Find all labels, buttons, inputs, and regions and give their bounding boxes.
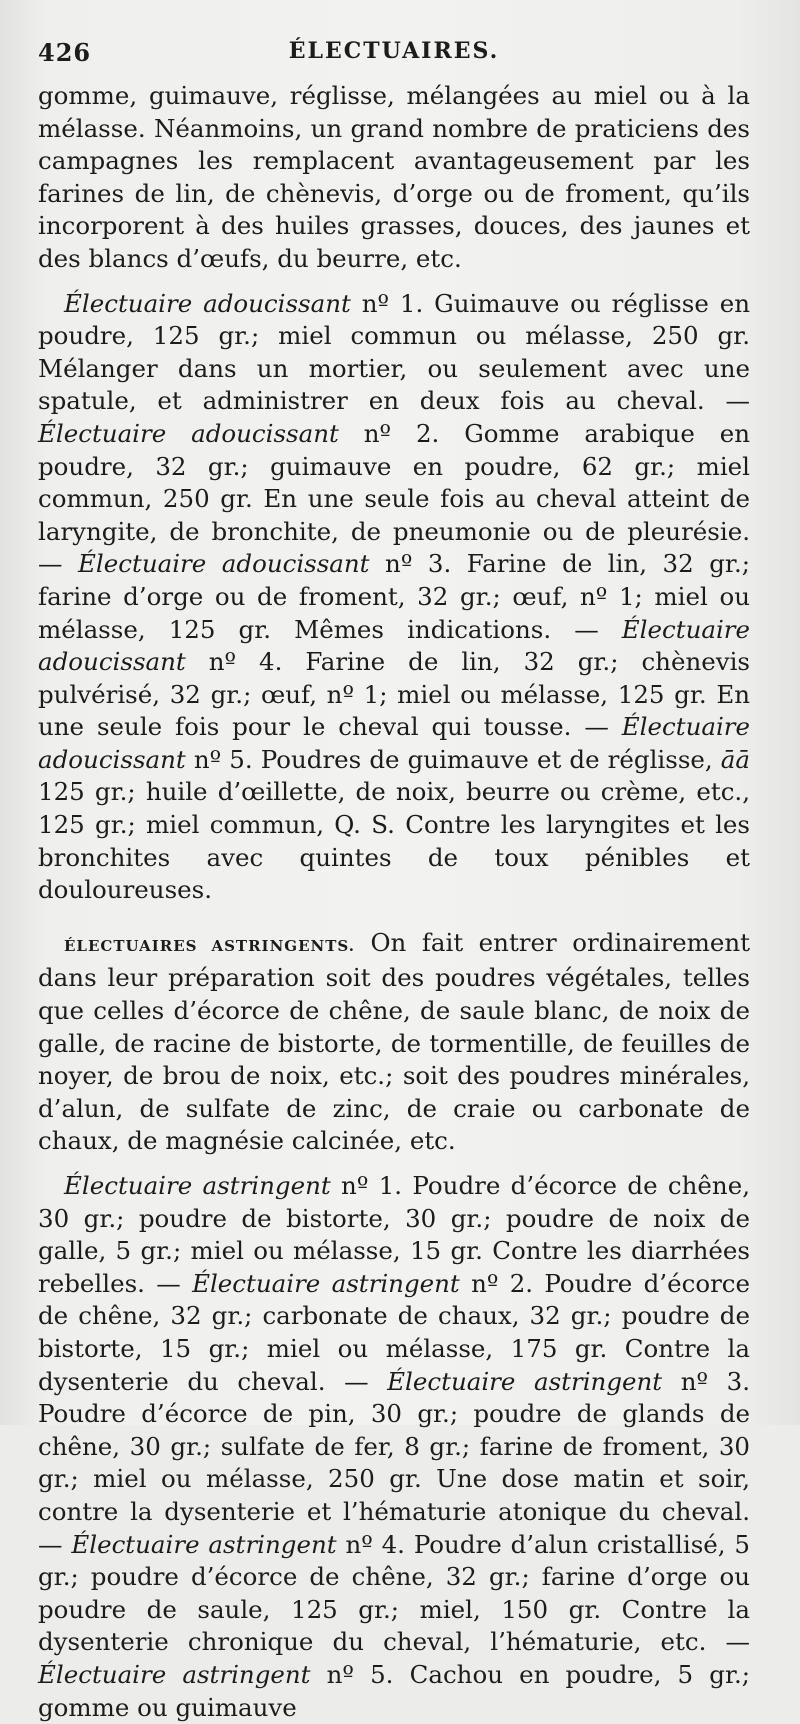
paragraph-electuaires-astringents-intro	[38, 927, 750, 1158]
p2-run-0: Électuaire adoucissant	[64, 288, 351, 318]
p4-run-3: nº 2. Poudre d’écorce de chêne, 32 gr.; carbonate de chaux, 32 gr.; poudre de bistorte, 15 gr.; miel ou mélasse, 175 gr. Contre la dysenterie du cheval. —	[38, 1268, 750, 1396]
p2-run-10: āā	[720, 744, 750, 774]
running-head: ÉLECTUAIRES.	[288, 38, 500, 64]
page-header	[38, 30, 750, 80]
p2-run-5: nº 3. Farine de lin, 32 gr.; farine d’orge ou de froment, 32 gr.; œuf, nº 1; miel ou mélasse, 125 gr. Mêmes indications. —	[38, 549, 750, 644]
p2-run-6: Électuaire adoucissant	[38, 614, 750, 677]
p4-run-0: Électuaire astringent	[64, 1171, 331, 1200]
p4-run-9: nº 5. Cachou en poudre, 5 gr.; gomme ou guimauve	[38, 1659, 750, 1722]
p4-run-7: nº 4. Poudre d’alun cristallisé, 5 gr.; poudre d’écorce de chêne, 32 gr.; farine d’orge ou poudre de saule, 125 gr.; miel, 150 gr. Contre la dysenterie chronique du cheval, l’hématurie, etc. —	[38, 1529, 750, 1657]
p4-run-5: nº 3. Poudre d’écorce de pin, 30 gr.; poudre de glands de chêne, 30 gr.; sulfate de fer, 8 gr.; farine de froment, 30 gr.; miel ou mélasse, 250 gr. Une dose matin et soir, contre la dysenterie et l’hématurie atonique du cheval. —	[38, 1366, 750, 1559]
p4-run-6: Électuaire astringent	[71, 1529, 337, 1559]
p3-run-0: ÉLECTUAIRES ASTRINGENTS.	[64, 936, 355, 955]
paragraph-electuaires-adoucissants	[38, 288, 750, 907]
p2-run-11: 125 gr.; huile d’œillette, de noix, beurre ou crème, etc., 125 gr.; miel commun, Q. S. Contre les laryngites et les bronchites avec quintes de toux pénibles et douloureuses.	[38, 777, 750, 905]
p2-run-1: nº 1. Guimauve ou réglisse en poudre, 125 gr.; miel commun ou mélasse, 250 gr. Mélanger dans un mortier, ou seulement avec une spatule, et administrer en deux fois au cheval. —	[38, 288, 750, 416]
p4-run-1: nº 1. Poudre d’écorce de chêne, 30 gr.; poudre de bistorte, 30 gr.; poudre de noix de galle, 5 gr.; miel ou mélasse, 15 gr. Contre les diarrhées rebelles. —	[38, 1171, 750, 1298]
p4-run-4: Électuaire astringent	[387, 1366, 663, 1396]
p3-run-1: On fait entrer ordinairement dans leur préparation soit des poudres végétales, telles que celles d’écorce de chêne, de saule blanc, de noix de galle, de racine de bistorte, de tormentille, de feuilles de noyer, de brou de noix, etc.; soit des poudres minérales, d’alun, de sulfate de zinc, de craie ou carbonate de chaux, de magnésie calcinée, etc.	[38, 927, 750, 1156]
p2-run-9: nº 5. Poudres de guimauve et de réglisse,	[185, 744, 721, 774]
p2-run-7: nº 4. Farine de lin, 32 gr.; chènevis pulvérisé, 32 gr.; œuf, nº 1; miel ou mélasse, 125 gr. En une seule fois pour le cheval qui tousse. —	[38, 647, 750, 742]
p4-run-8: Électuaire astringent	[38, 1659, 311, 1689]
paragraph-electuaires-astringents	[38, 1170, 750, 1724]
page-number: 426	[38, 38, 92, 67]
p2-run-2: Électuaire adoucissant	[38, 418, 339, 448]
p4-run-2: Électuaire astringent	[192, 1268, 460, 1298]
p2-run-3: nº 2. Gomme arabique en poudre, 32 gr.; guimauve en poudre, 62 gr.; miel commun, 250 gr. En une seule fois au cheval atteint de laryngite, de bronchite, de pneumonie ou de pleurésie. —	[38, 418, 750, 579]
p2-run-4: Électuaire adoucissant	[78, 549, 370, 579]
paragraph-intro: gomme, guimauve, réglisse, mélangées au miel ou à la mélasse. Néanmoins, un grand nombre de praticiens des campagnes les remplacent avantageusement par les farines de lin, de chènevis, d’orge ou de froment, qu’ils incorporent à des huiles grasses, douces, des jaunes et des blancs d’œufs, du beurre, etc.	[38, 81, 750, 273]
p2-run-8: Électuaire adoucissant	[38, 712, 750, 774]
